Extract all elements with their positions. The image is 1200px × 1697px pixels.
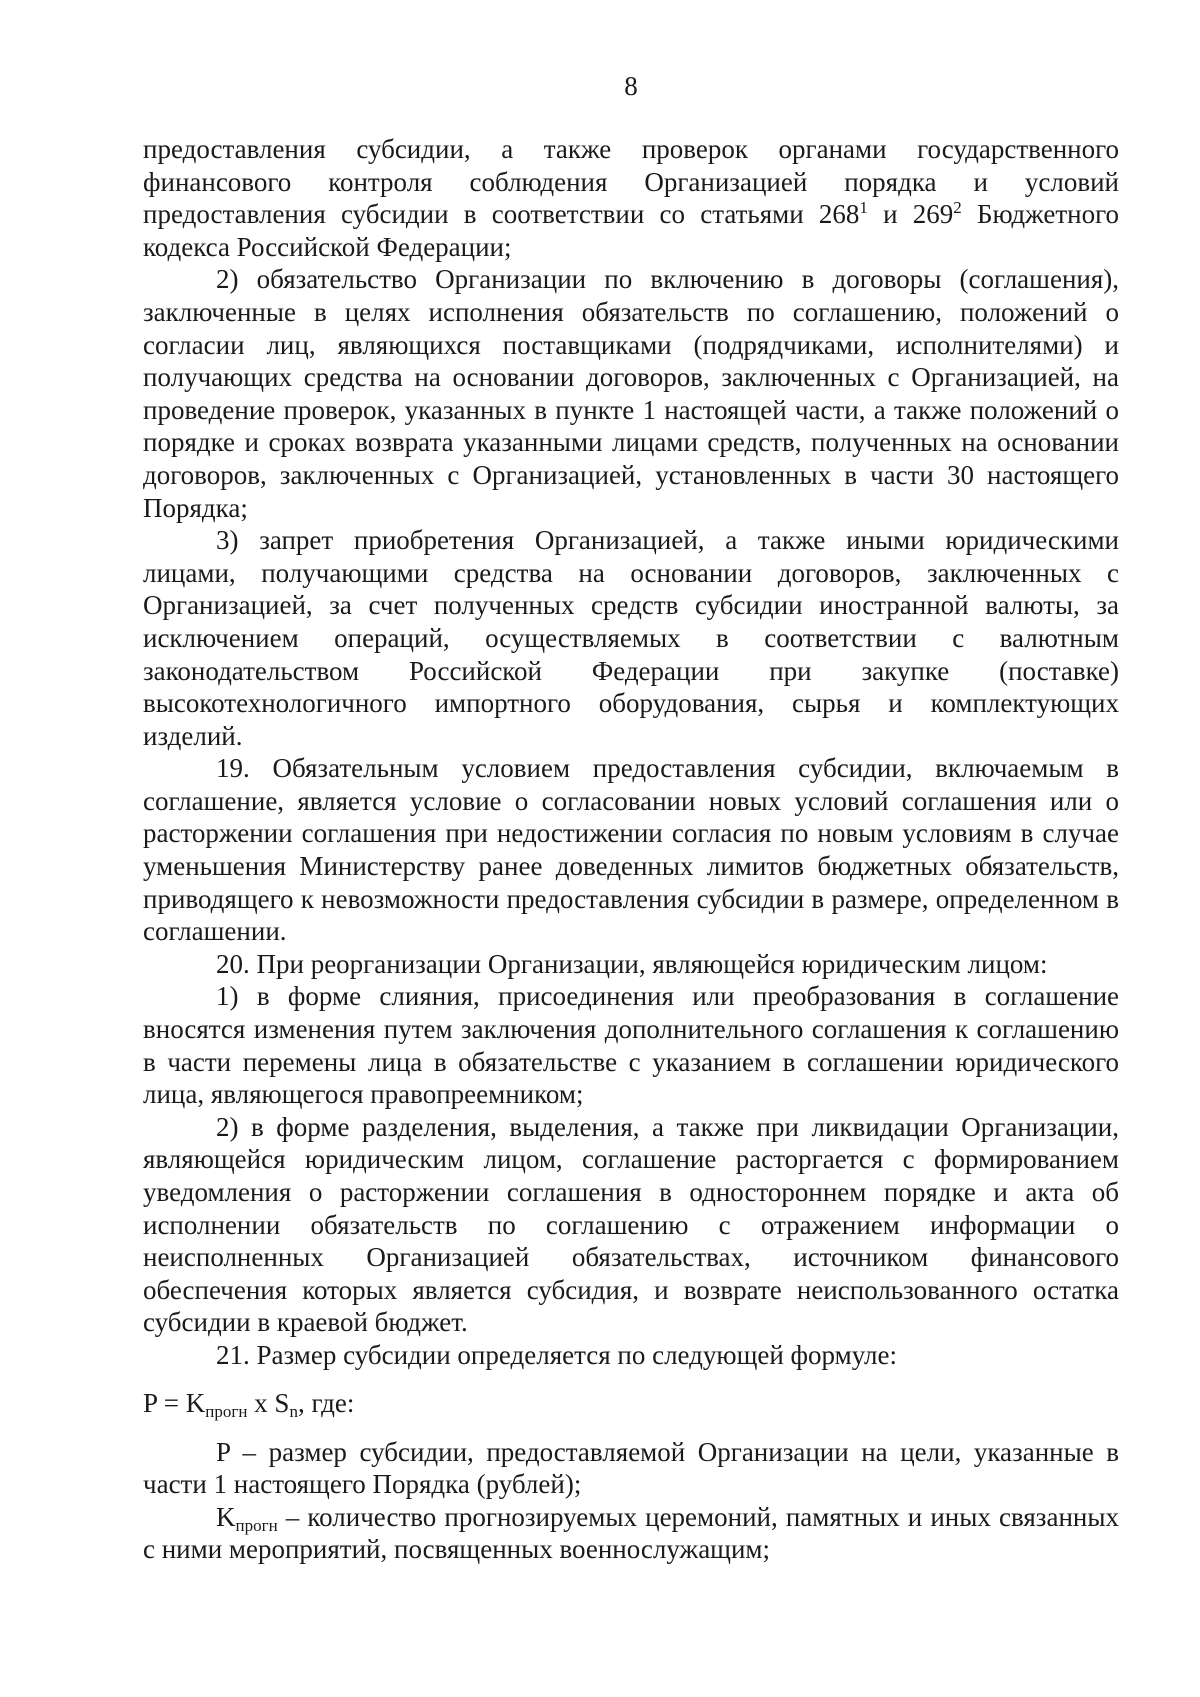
paragraph-continuation: предоставления субсидии, а также проверок органами государственного финансового контроля соблюдения Организацией порядка и условий предоставления субсидии в соответствии со статьями $268^1$ и $269^2$ Бюджетного кодекса Российской Федерации;: [143, 134, 1119, 262]
paragraph-clause-20: 20. При реорганизации Организации, являющейся юридическим лицом:: [216, 948, 1048, 979]
paragraph-item-3: 3) запрет приобретения Организацией, а также иными юридическими лицами, получающими средства на основании договоров, заключенных с Организацией, за счет полученных средств субсидии иностранной валюты, за исключением операций, осуществляемых в соответствии с валютным законодательством Российской Федерации при закупке (поставке) высокотехнологичного импортного оборудования, сырья и комплектующих изделий.: [143, 525, 1119, 751]
paragraph-clause-20-item-1: 1) в форме слияния, присоединения или преобразования в соглашение вносятся изменения путем заключения дополнительного соглашения к соглашению в части перемены лица в обязательстве с указанием в соглашении юридического лица, являющегося правопреемником;: [143, 981, 1119, 1110]
page-number: 8: [624, 71, 638, 101]
paragraph-clause-21: 21. Размер субсидии определяется по следующей формуле:: [216, 1339, 897, 1370]
paragraph-clause-20-item-2: 2) в форме разделения, выделения, а также при ликвидации Организации, являющейся юридическим лицом, соглашение расторгается с формированием уведомления о расторжении соглашения в одностороннем порядке и акта об исполнении обязательств по соглашению с отражением информации о неисполненных Организацией обязательствах, источником финансового обеспечения которых является субсидия, и возврате неиспользованного остатка субсидии в краевой бюджет.: [143, 1111, 1119, 1338]
document-body: [143, 133, 1119, 1566]
paragraph-item-2: 2) обязательство Организации по включению в договоры (соглашения), заключенные в целях исполнения обязательств по соглашению, положений о согласии лиц, являющихся поставщиками (подрядчиками, исполнителями) и получающих средства на основании договоров, заключенных с Организацией, на проведение проверок, указанных в пункте 1 настоящей части, а также положений о порядке и сроках возврата указанными лицами средств, полученных на основании договоров, заключенных с Организацией, установленных в части 30 настоящего Порядка;: [143, 264, 1119, 523]
definition-k-progn: $K_{прогн}$ – количество прогнозируемых церемоний, памятных и иных связанных с ними мероприятий, посвященных военнослужащим;: [143, 1501, 1119, 1565]
subsidy-formula: $P = K_{прогн}$ x $S_n$, где:: [143, 1387, 355, 1421]
definition-p: P – размер субсидии, предоставляемой Организации на цели, указанные в части 1 настоящего Порядка (рублей);: [143, 1436, 1119, 1500]
paragraph-clause-19: 19. Обязательным условием предоставления субсидии, включаемым в соглашение, является условие о согласовании новых условий соглашения или о расторжении соглашения при недостижении согласия по новым условиям в случае уменьшения Министерству ранее доведенных лимитов бюджетных обязательств, приводящего к невозможности предоставления субсидии в размере, определенном в соглашении.: [143, 753, 1119, 947]
